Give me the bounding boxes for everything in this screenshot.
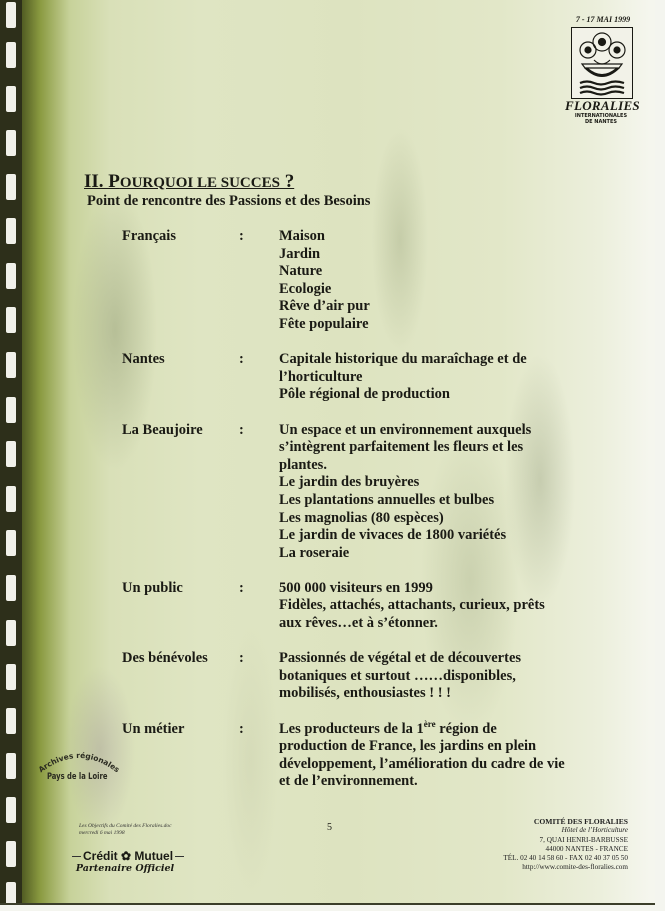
entry-line: développement, l’amélioration du cadre de vie	[279, 755, 565, 772]
entry-line	[279, 718, 582, 739]
flower-boat-icon	[572, 28, 632, 98]
entry-lines	[279, 228, 582, 334]
title-suffix: ?	[279, 171, 295, 192]
page-number: 5	[327, 822, 332, 833]
entry-line: Rêve d’air pur	[279, 298, 370, 315]
film-hole	[6, 841, 16, 867]
entry-lines	[279, 580, 582, 633]
film-hole	[6, 352, 16, 378]
ordinal-superscript: ère	[423, 718, 436, 729]
entry-line: Jardin	[279, 245, 321, 262]
entry-line: 500 000 visiteurs en 1999	[279, 579, 433, 596]
floralies-logo	[571, 27, 633, 99]
entry-line: production de France, les jardins en plein	[279, 738, 537, 755]
film-hole	[6, 575, 16, 601]
entry-lines	[279, 422, 582, 563]
entry-colon: :	[239, 579, 244, 596]
sponsor-name: Crédit ✿ Mutuel	[70, 849, 180, 863]
entry-line: et de l’environnement.	[279, 773, 418, 790]
entry-line: Un espace et un environnement auxquels	[279, 421, 532, 438]
film-hole	[6, 2, 16, 28]
entry-colon: :	[239, 421, 244, 438]
entry-line: Les magnolias (80 espèces)	[279, 509, 444, 526]
stamp-region: Pays de la Loire	[47, 772, 108, 782]
entry-line: Les plantations annuelles et bulbes	[279, 491, 495, 508]
address-website: http://www.comite-des-floralies.com	[522, 863, 628, 872]
line-text: Les producteurs de la 1	[279, 720, 424, 737]
entry-colon: :	[239, 720, 244, 737]
title-prefix: II. P	[84, 171, 120, 192]
entry-label: Un métier	[122, 720, 185, 737]
entry-line: Fidèles, attachés, attachants, curieux, prêts	[279, 597, 545, 614]
film-hole	[6, 441, 16, 467]
entry-francais	[122, 228, 582, 334]
entry-label: Un public	[122, 579, 183, 596]
entry-line: plantes.	[279, 456, 327, 473]
film-hole	[6, 664, 16, 690]
address-org: COMITÉ DES FLORALIES	[533, 817, 628, 826]
entry-line: Capitale historique du maraîchage et de	[279, 351, 527, 368]
entry-nantes	[122, 351, 582, 404]
doc-filename: Les Objectifs du Comité des Floralies.doc	[79, 823, 172, 829]
entry-un-metier	[122, 718, 582, 791]
entry-line: Le jardin des bruyères	[279, 474, 420, 491]
stamp-arc-text: Archives régionales	[36, 750, 122, 775]
address-block	[480, 817, 628, 873]
film-hole	[6, 486, 16, 512]
entry-label: Français	[122, 228, 176, 244]
logo-subtitle	[565, 113, 637, 125]
film-hole	[6, 42, 16, 68]
logo-subtitle-line: INTERNATIONALES	[574, 113, 628, 119]
entry-colon: :	[239, 228, 244, 244]
film-hole	[6, 263, 16, 289]
entry-label: Nantes	[122, 351, 165, 368]
entry-line: Maison	[279, 228, 325, 244]
address-street: 7, QUAI HENRI-BARBUSSE	[539, 835, 628, 844]
event-dates: 7 - 17 MAI 1999	[575, 15, 631, 24]
film-hole	[6, 130, 16, 156]
entry-line: Passionnés de végétal et de découvertes	[279, 650, 522, 667]
film-hole	[6, 882, 16, 905]
logo-subtitle-line: DE NANTES	[585, 119, 617, 125]
title-small-caps: OURQUOI LE SUCCES	[119, 175, 280, 191]
sponsor-tagline: Partenaire Officiel	[75, 863, 175, 874]
sponsor-logo	[70, 849, 180, 874]
address-city: 44000 NANTES - FRANCE	[545, 844, 628, 853]
entry-colon: :	[239, 650, 244, 667]
entry-des-benevoles	[122, 650, 582, 703]
entry-line: Ecologie	[279, 280, 332, 297]
film-hole	[6, 797, 16, 823]
film-strip-border	[0, 0, 22, 903]
entry-line: mobilisés, enthousiastes ! ! !	[279, 685, 451, 702]
entry-lines	[279, 351, 582, 404]
entry-label: La Beaujoire	[122, 421, 203, 438]
film-hole	[6, 397, 16, 423]
film-hole	[6, 86, 16, 112]
entry-line: l’horticulture	[279, 368, 363, 385]
film-hole	[6, 307, 16, 333]
entries-list	[122, 228, 582, 809]
entry-line: aux rêves…et à s’étonner.	[279, 615, 438, 632]
film-hole	[6, 753, 16, 779]
section-subtitle: Point de rencontre des Passions et des Besoins	[87, 193, 371, 209]
entry-line: botaniques et surtout ……disponibles,	[279, 667, 516, 684]
doc-date: mercredi 6 mai 1998	[79, 829, 125, 836]
entry-un-public	[122, 580, 582, 633]
entry-la-beaujoire	[122, 422, 582, 563]
entry-line: Nature	[279, 263, 323, 280]
entry-lines	[279, 650, 582, 703]
film-hole	[6, 174, 16, 200]
entry-line: La roseraie	[279, 544, 350, 561]
line-text: région de	[435, 720, 497, 737]
entry-lines	[279, 718, 582, 791]
entry-colon: :	[239, 351, 244, 368]
film-hole	[6, 620, 16, 646]
entry-line: Le jardin de vivaces de 1800 variétés	[279, 527, 507, 544]
entry-line: s’intègrent parfaitement les fleurs et les	[279, 439, 524, 456]
section-title	[84, 171, 294, 193]
entry-line: Pôle régional de production	[279, 386, 450, 403]
entry-line: Fête populaire	[279, 315, 369, 332]
film-hole	[6, 218, 16, 244]
entry-label: Des bénévoles	[122, 650, 208, 667]
footer-doc-info	[79, 823, 199, 836]
address-phone: TÉL. 02 40 14 58 60 - FAX 02 40 37 05 50	[503, 854, 628, 863]
address-building: Hôtel de l’Horticulture	[561, 826, 628, 835]
archives-stamp	[34, 745, 124, 795]
logo-name: FLORALIES	[565, 98, 640, 113]
film-hole	[6, 708, 16, 734]
film-hole	[6, 530, 16, 556]
